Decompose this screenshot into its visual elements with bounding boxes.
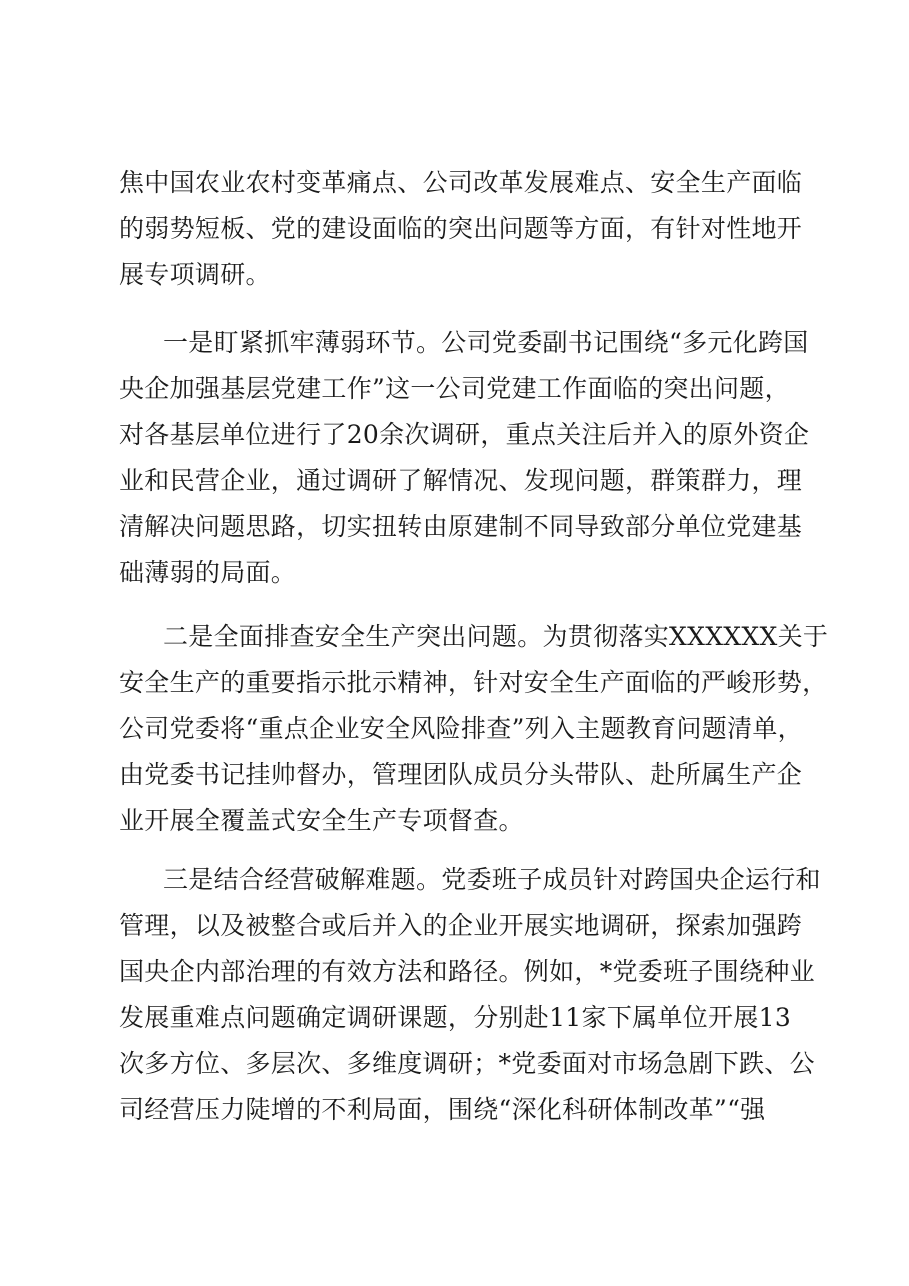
text-line: 础薄弱的局面。 bbox=[119, 558, 297, 587]
text-line: 一是盯紧抓牢薄弱环节。公司党委副书记围绕“多元化跨国 bbox=[163, 328, 809, 357]
paragraph-safety-inspection bbox=[119, 614, 829, 844]
text-line: 由党委书记挂帅督办，管理团队成员分头带队、赴所属生产企 bbox=[119, 760, 803, 789]
text-line: 管理，以及被整合或后并入的企业开展实地调研，探索加强跨 bbox=[119, 911, 803, 940]
text-line: 三是结合经营破解难题。党委班子成员针对跨国央企运行和 bbox=[163, 865, 821, 894]
text-line: 国央企内部治理的有效方法和路径。例如，*党委班子围绕种业 bbox=[119, 957, 815, 986]
text-line: 安全生产的重要指示批示精神，针对安全生产面临的严峻形势， bbox=[119, 668, 828, 697]
text-line: 清解决问题思路，切实扭转由原建制不同导致部分单位党建基 bbox=[119, 512, 803, 541]
text-line: 业开展全覆盖式安全生产专项督查。 bbox=[119, 806, 524, 835]
text-line: 业和民营企业，通过调研了解情况、发现问题，群策群力，理 bbox=[119, 466, 803, 495]
text-line: 发展重难点问题确定调研课题，分别赴11家下属单位开展13 bbox=[119, 1003, 792, 1032]
paragraph-business-problems bbox=[119, 857, 821, 1133]
text-line: 的弱势短板、党的建设面临的突出问题等方面，有针对性地开 bbox=[119, 214, 803, 243]
text-line: 展专项调研。 bbox=[119, 260, 271, 289]
text-line: 公司党委将“重点企业安全风险排查”列入主题教育问题清单， bbox=[119, 714, 803, 743]
text-line: 焦中国农业农村变革痛点、公司改革发展难点、安全生产面临 bbox=[119, 168, 803, 197]
paragraph-weak-links bbox=[119, 320, 810, 596]
text-line: 二是全面排查安全生产突出问题。为贯彻落实XXXXXX关于 bbox=[163, 622, 829, 651]
text-line: 司经营压力陡增的不利局面，围绕“深化科研体制改革”“强 bbox=[119, 1095, 766, 1124]
text-line: 次多方位、多层次、多维度调研；*党委面对市场急剧下跌、公 bbox=[119, 1049, 815, 1078]
text-line: 央企加强基层党建工作”这一公司党建工作面临的突出问题， bbox=[119, 374, 790, 403]
text-line: 对各基层单位进行了20余次调研，重点关注后并入的原外资企 bbox=[119, 420, 810, 449]
paragraph-intro-continuation bbox=[119, 160, 803, 298]
